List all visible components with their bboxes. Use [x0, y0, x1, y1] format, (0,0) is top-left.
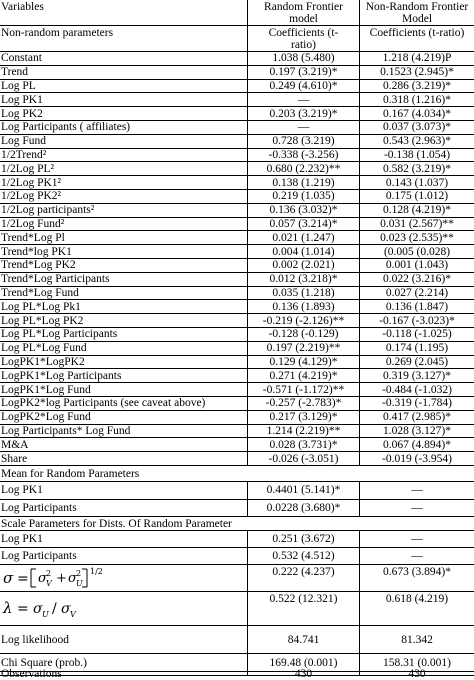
nonrandom-value: —	[411, 533, 423, 545]
table-row	[0, 162, 474, 176]
nonrandom-value: 0.167 (4.034)*	[382, 107, 452, 120]
nonrandom-value: 0.582 (3.219)*	[382, 162, 452, 175]
table-row	[0, 356, 474, 370]
svg-text:2: 2	[46, 569, 52, 578]
log-likelihood-row	[0, 626, 474, 654]
nonrandom-value: 0.001 (1.043)	[385, 259, 449, 272]
subheader-label: Non-random parameters	[0, 26, 248, 51]
table-row	[0, 369, 474, 383]
nonrandom-value: 0.027 (2.214)	[385, 286, 449, 299]
svg-text:1/2: 1/2	[90, 567, 103, 576]
nonrandom-value: (0.005 (0.028)	[383, 245, 451, 258]
random-value: 0.012 (3.218)*	[248, 273, 360, 286]
svg-text:2: 2	[76, 569, 82, 578]
variable-label: M&A	[0, 438, 248, 451]
header-row	[0, 0, 474, 26]
table-row	[0, 425, 474, 439]
header-random-line: model	[289, 13, 318, 25]
random-value: 84.741	[248, 626, 360, 653]
table-row	[0, 531, 474, 548]
header-variables: Variables	[0, 0, 248, 25]
table-row	[0, 231, 474, 245]
variable-label: Log Fund	[0, 135, 248, 148]
random-value: 0.136 (1.893)	[248, 300, 360, 313]
random-value: 0.219 (1.035)	[248, 190, 360, 203]
lambda-formula	[0, 592, 248, 625]
nonrandom-value: —	[411, 484, 423, 497]
variable-label: Log PK1	[0, 482, 248, 499]
variable-label: LogPK1*Log Fund	[0, 383, 248, 396]
svg-text:=: =	[17, 571, 29, 587]
random-value: —	[248, 93, 360, 106]
nonrandom-value: 0.136 (1.847)	[385, 300, 449, 313]
variable-label: Log PK1	[0, 531, 248, 547]
table-row	[0, 93, 474, 107]
random-value: 0.532 (4.512)	[248, 548, 360, 564]
variable-label: LogPK2*Log Fund	[0, 411, 248, 424]
svg-text:U: U	[42, 609, 49, 619]
table-row	[0, 342, 474, 356]
table-row	[0, 273, 474, 287]
random-value: 0.136 (3.032)*	[248, 204, 360, 217]
random-value: 1.214 (2.219)**	[248, 425, 360, 438]
variable-label: Trend*Log Participants	[0, 273, 248, 286]
random-value: 0.680 (2.232)**	[248, 162, 360, 175]
random-value: 0.004 (1.014)	[248, 245, 360, 258]
variable-label: Trend*Log Fund	[0, 287, 248, 300]
variable-label: Log PL*Log Participants	[0, 328, 248, 341]
table-row	[0, 52, 474, 66]
svg-text:V: V	[46, 579, 52, 588]
nonrandom-value: 0.618 (4.219)	[385, 593, 449, 605]
nonrandom-value: 0.067 (4.894)*	[382, 438, 452, 451]
section-label: Mean for Random Parameters	[1, 467, 140, 480]
table-row	[0, 204, 474, 218]
table-row	[0, 107, 474, 121]
nonrandom-value: 0.174 (1.195)	[385, 342, 449, 355]
nonrandom-value: 0.128 (4.219)*	[382, 204, 452, 217]
nonrandom-value: -0.118 (-1.025)	[382, 328, 452, 341]
table-row	[0, 383, 474, 397]
svg-text:σ: σ	[68, 571, 77, 586]
variable-label: 1/2Log PK2²	[0, 190, 248, 203]
subheader-nonrandom: Coefficients (t-ratio)	[369, 27, 465, 39]
nonrandom-value: 1.218 (4.219)P	[382, 52, 452, 65]
nonrandom-value: 0.037 (3.073)*	[382, 121, 452, 134]
variable-label: Share	[0, 452, 248, 465]
table-row	[0, 287, 474, 301]
table-row	[0, 135, 474, 149]
nonrandom-value: 0.1523 (2.945)*	[380, 66, 454, 79]
nonrandom-value: -0.319 (-1.784)	[382, 397, 452, 410]
section-label: Scale Parameters for Dists. Of Random Parameter	[1, 517, 232, 530]
variable-label: Trend*Log Pl	[0, 231, 248, 244]
random-value: -0.219 (-2.126)**	[248, 314, 360, 327]
table-row	[0, 452, 474, 466]
nonrandom-value: 0.417 (2.985)*	[382, 411, 452, 424]
table-row	[0, 438, 474, 452]
variable-label: Log Participants	[0, 500, 248, 517]
random-value: 0.271 (4.219)*	[248, 369, 360, 382]
random-value: 0.021 (1.247)	[248, 231, 360, 244]
variable-label: Log PL	[0, 80, 248, 93]
random-value: 0.728 (3.219)	[248, 135, 360, 148]
random-value: 0.222 (4.237)	[248, 565, 360, 591]
random-value: —	[248, 121, 360, 134]
random-value: 0.002 (2.021)	[248, 259, 360, 272]
observations-row	[0, 667, 474, 680]
svg-text:+: +	[56, 571, 67, 586]
variable-label: Log PK2	[0, 107, 248, 120]
random-value: 0.4401 (5.141)*	[248, 482, 360, 499]
nonrandom-value: 0.269 (2.045)	[385, 355, 449, 368]
table-row	[0, 190, 474, 204]
variable-label: Chi Square (prob.)	[0, 654, 248, 671]
random-value: 0.522 (12.321)	[248, 592, 360, 625]
variable-label: 1/2Log participants²	[0, 204, 248, 217]
nonrandom-value: 1.028 (3.127)*	[382, 424, 452, 437]
variable-label: 1/2Log Fund²	[0, 218, 248, 231]
nonrandom-value: 0.023 (2.535)**	[380, 231, 454, 244]
random-value: 0.217 (3.129)*	[248, 411, 360, 424]
random-value: 0.0228 (3.680)*	[248, 500, 360, 517]
variable-label: Log Participants	[0, 548, 248, 564]
svg-text:σ: σ	[61, 600, 71, 617]
sigma-row	[0, 565, 474, 592]
header-nonrandom-line: Non-Random Frontier	[365, 1, 469, 13]
variable-label: 1/2Log PK1²	[0, 176, 248, 189]
nonrandom-value: 0.143 (1.037)	[385, 176, 449, 189]
nonrandom-value: 0.318 (1.216)*	[382, 93, 452, 106]
random-value: 0.203 (3.219)*	[248, 107, 360, 120]
table-row	[0, 397, 474, 411]
nonrandom-value: —	[411, 550, 423, 562]
random-value: 0.197 (2.219)**	[248, 342, 360, 355]
header-random-line: Random Frontier	[264, 1, 343, 13]
table-row	[0, 328, 474, 342]
table-row	[0, 176, 474, 190]
variable-label: Observations	[0, 672, 248, 675]
random-value: 169.48 (0.001)	[248, 654, 360, 671]
random-value: -0.257 (-2.783)*	[248, 397, 360, 410]
table-row	[0, 149, 474, 163]
variable-label: LogPK2*log Participants (see caveat above)	[0, 397, 248, 410]
section-header-scale	[0, 517, 474, 531]
nonrandom-value: -0.484 (-1.032)	[382, 383, 452, 396]
svg-text:/: /	[52, 600, 57, 617]
subheader-random	[248, 26, 360, 51]
random-value: 0.251 (3.672)	[248, 531, 360, 547]
variable-label: Log likelihood	[0, 626, 248, 653]
lambda-row	[0, 592, 474, 626]
section-header-random-mean	[0, 466, 474, 482]
random-value: -0.338 (-3.256)	[248, 149, 360, 162]
variable-label: LogPK1*LogPK2	[0, 356, 248, 369]
variable-label: Log PL*Log Pk1	[0, 300, 248, 313]
random-value: 0.028 (3.731)*	[248, 438, 360, 451]
table-row	[0, 66, 474, 80]
subheader-random-line: Coefficients (t-	[268, 27, 339, 39]
nonrandom-value: -0.019 (-3.954)	[382, 452, 452, 465]
nonrandom-value: 81.342	[401, 633, 433, 646]
table-row	[0, 245, 474, 259]
header-random-model	[248, 0, 360, 25]
nonrandom-value: 0.022 (3.216)*	[382, 273, 452, 286]
nonrandom-value: —	[411, 501, 423, 514]
table-row	[0, 121, 474, 135]
table-row	[0, 300, 474, 314]
random-value: 0.035 (1.218)	[248, 287, 360, 300]
nonrandom-value: 430	[408, 667, 426, 680]
nonrandom-value: 0.031 (2.567)**	[380, 217, 454, 230]
variable-label: Log PK1	[0, 93, 248, 106]
variable-label: Constant	[0, 52, 248, 65]
random-value: 0.138 (1.219)	[248, 176, 360, 189]
table-row	[0, 411, 474, 425]
header-nonrandom-model	[360, 0, 474, 25]
nonrandom-value: 0.319 (3.127)*	[382, 369, 452, 382]
header-nonrandom-line: Model	[401, 13, 433, 25]
table-row	[0, 482, 474, 500]
nonrandom-value: -0.138 (1.054)	[383, 148, 451, 161]
nonrandom-value: 0.673 (3.894)*	[382, 566, 452, 578]
table-row	[0, 218, 474, 232]
random-value: -0.128 (-0.129)	[248, 328, 360, 341]
sigma-formula	[0, 565, 248, 591]
svg-text:σ: σ	[38, 571, 47, 586]
random-value: 0.129 (4.129)*	[248, 356, 360, 369]
table-row	[0, 259, 474, 273]
variable-label: LogPK1*Log Participants	[0, 369, 248, 382]
variable-label: Trend*Log PK2	[0, 259, 248, 272]
svg-text:V: V	[70, 609, 76, 619]
nonrandom-value: 0.543 (2.963)*	[382, 135, 452, 148]
random-value: 0.197 (3.219)*	[248, 66, 360, 79]
variable-label: Log PL*Log PK2	[0, 314, 248, 327]
variable-label: 1/2Log PL²	[0, 162, 248, 175]
table-row	[0, 500, 474, 518]
random-value: 0.249 (4.610)*	[248, 80, 360, 93]
variable-label: 1/2Trend²	[0, 149, 248, 162]
svg-text:σ: σ	[33, 600, 43, 617]
table-row	[0, 80, 474, 94]
variable-label: Log Participants ( affiliates)	[0, 121, 248, 134]
nonrandom-value: 158.31 (0.001)	[382, 656, 452, 669]
random-value: -0.571 (-1.172)**	[248, 383, 360, 396]
variable-label: Log PL*Log Fund	[0, 342, 248, 355]
svg-text:σ: σ	[3, 569, 14, 587]
nonrandom-value: -0.167 (-3.023)*	[379, 314, 455, 327]
subheader-row	[0, 26, 474, 52]
variable-label: Trend*log PK1	[0, 245, 248, 258]
svg-text:λ: λ	[3, 598, 13, 617]
variable-label: Log Participants* Log Fund	[0, 425, 248, 438]
variable-label: Trend	[0, 66, 248, 79]
random-value: 430	[248, 672, 360, 675]
random-value: 1.038 (5.480)	[248, 52, 360, 65]
subheader-random-line: ratio)	[291, 39, 316, 51]
svg-text:U: U	[76, 579, 83, 588]
nonrandom-value: 0.175 (1.012)	[385, 190, 449, 203]
nonrandom-value: 0.286 (3.219)*	[382, 79, 452, 92]
random-value: 0.057 (3.214)*	[248, 218, 360, 231]
random-value: -0.026 (-3.051)	[248, 452, 360, 465]
table-row	[0, 314, 474, 328]
table-row	[0, 548, 474, 565]
svg-text:=: =	[17, 600, 29, 617]
chi-square-row	[0, 654, 474, 672]
